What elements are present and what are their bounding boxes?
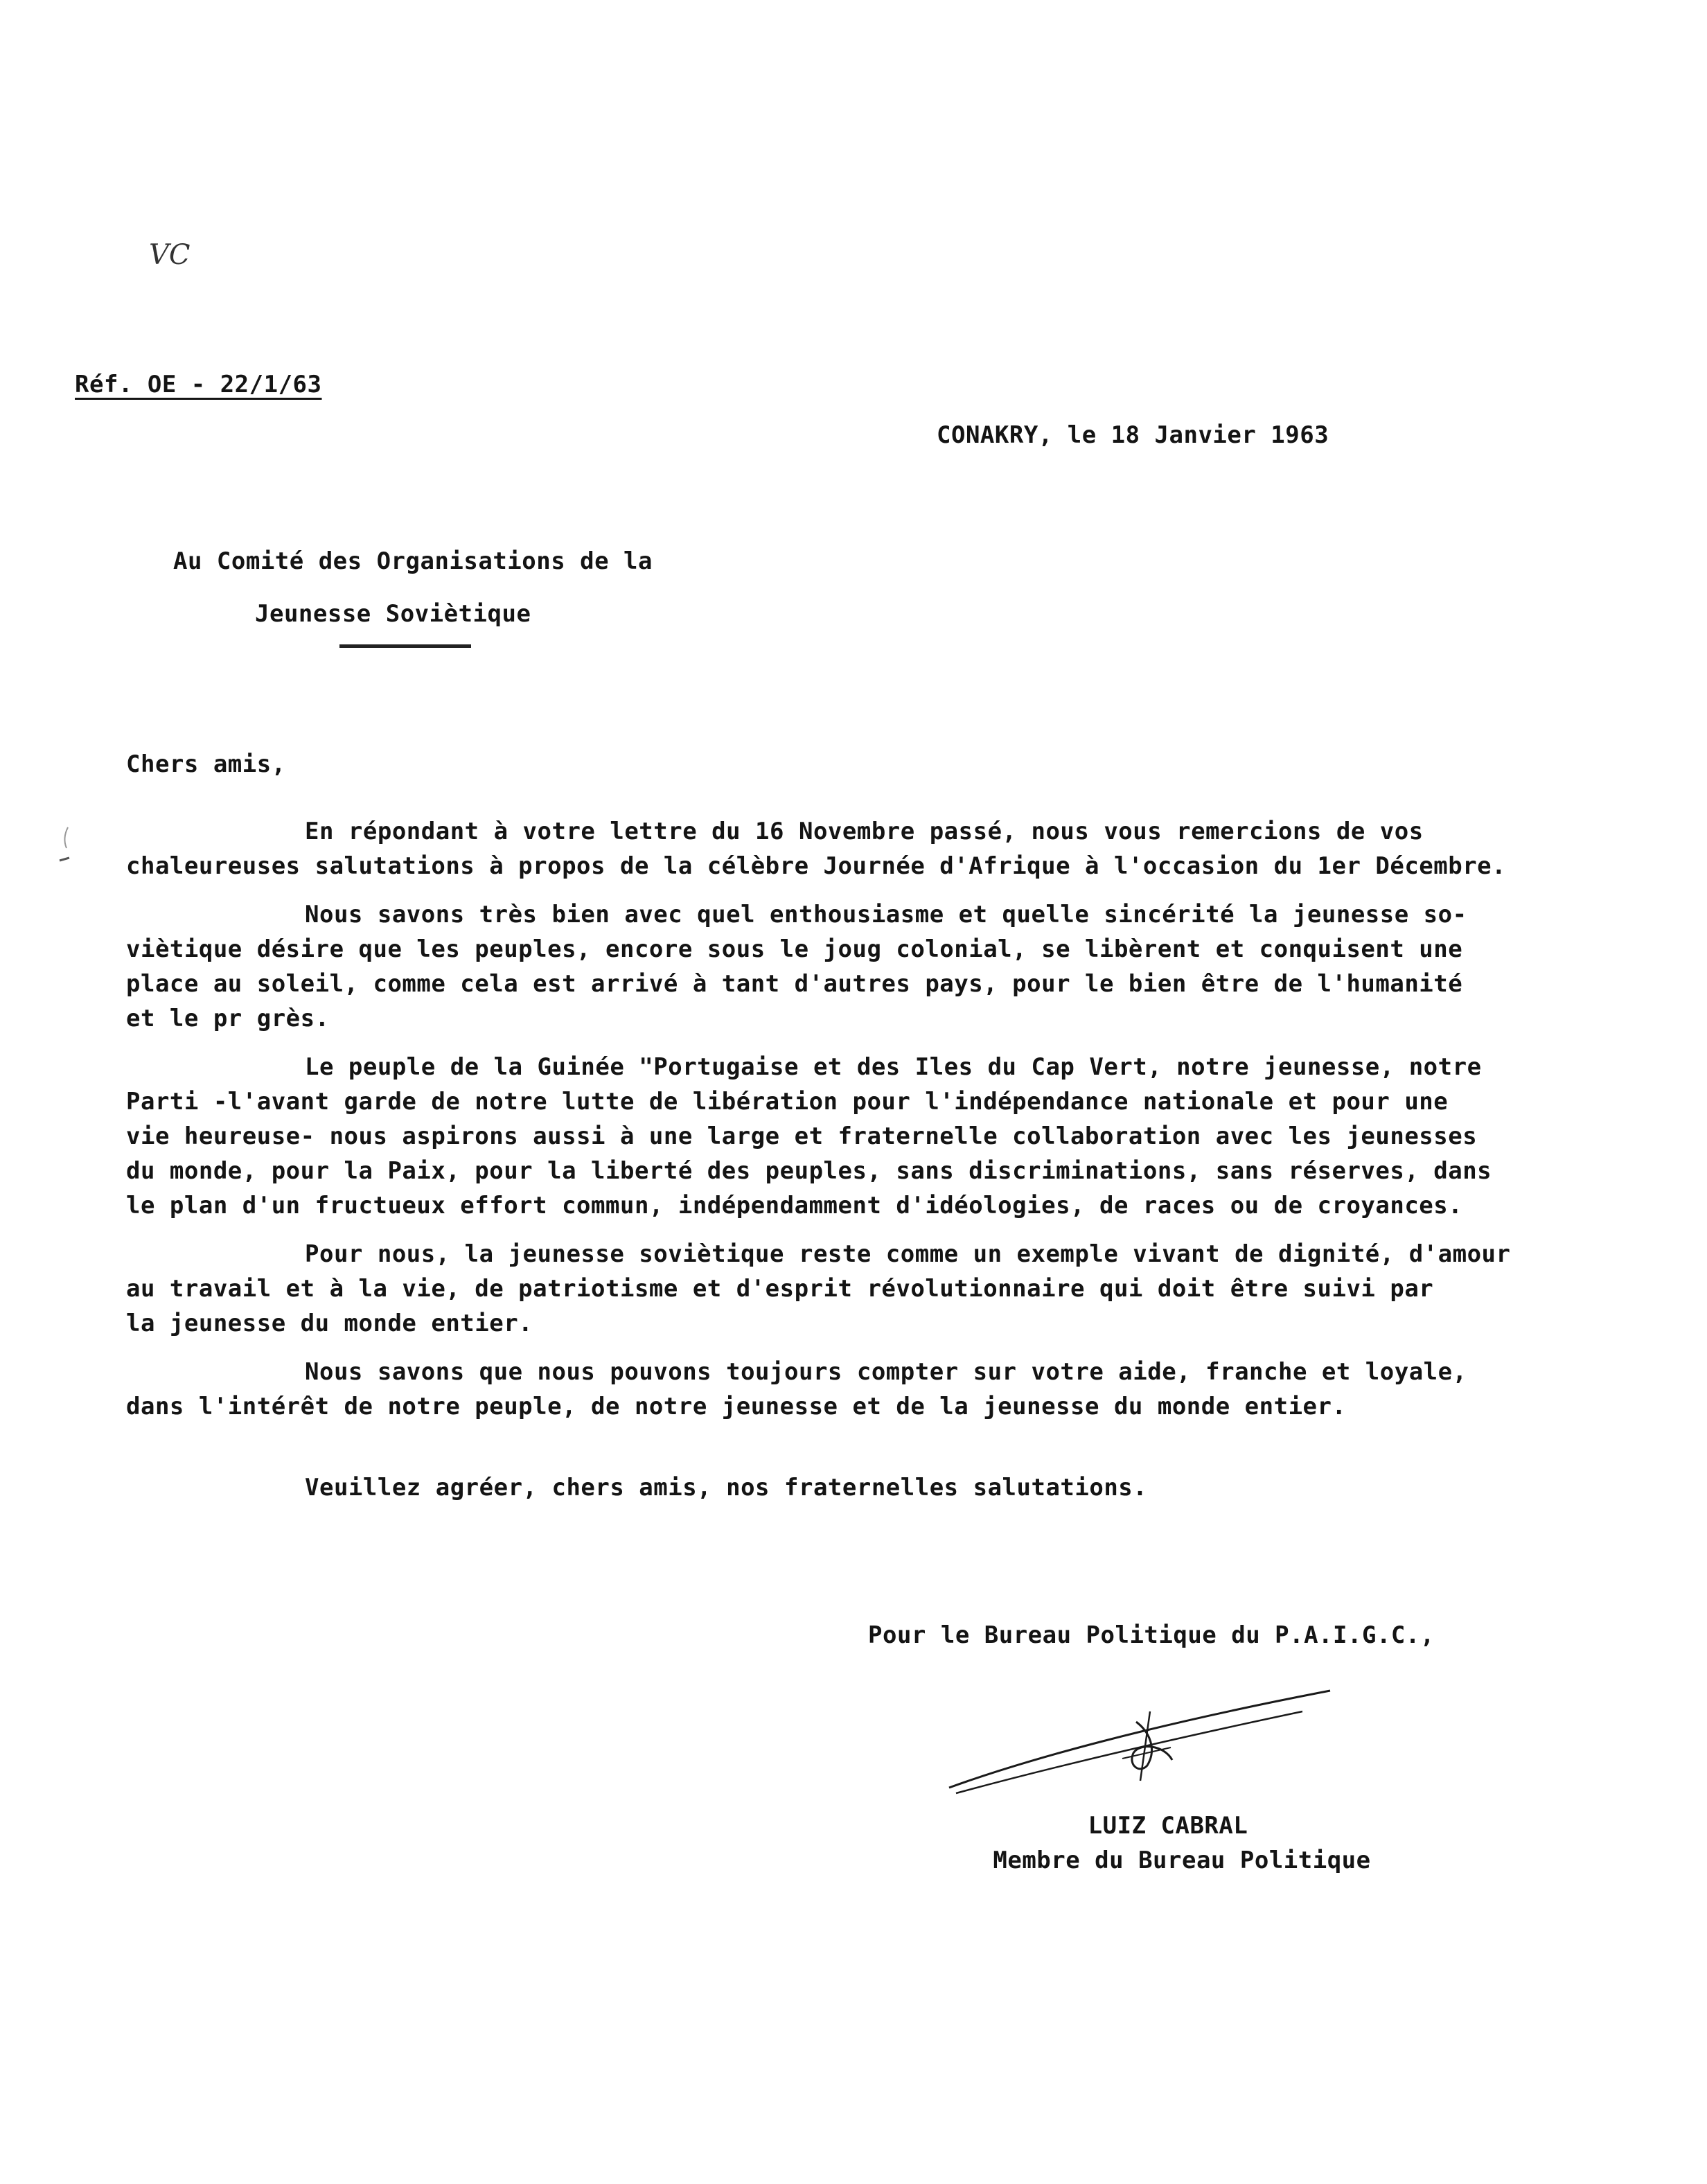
punch-hole-mark: [58, 825, 72, 866]
signer-title: Membre du Bureau Politique: [993, 1847, 1371, 1874]
paragraph-line: Nous savons très bien avec quel enthousiasme et quelle sincérité la jeunesse so-: [305, 901, 1467, 928]
recipient-line-1: Au Comité des Organisations de la: [173, 547, 653, 575]
paragraph-5: [126, 1355, 1678, 1424]
paragraph-line: dans l'intérêt de notre peuple, de notre jeunesse et de la jeunesse du monde entier.: [126, 1393, 1347, 1420]
signer-name: LUIZ CABRAL: [1088, 1812, 1248, 1840]
reference-number: Réf. OE - 22/1/63: [75, 371, 322, 398]
paragraph-line: et le pr grès.: [126, 1005, 330, 1032]
paragraph-4: [126, 1237, 1678, 1341]
salutation: Chers amis,: [126, 750, 286, 778]
paragraph-line: Parti -l'avant garde de notre lutte de libération pour l'indépendance nationale et pour une: [126, 1088, 1449, 1116]
recipient-block: [173, 544, 653, 631]
paragraph-line: chaleureuses salutations à propos de la célèbre Journée d'Afrique à l'occasion du 1er Décembre.: [126, 852, 1507, 880]
handwritten-note: VC: [149, 239, 191, 271]
paragraph-line: Nous savons que nous pouvons toujours compter sur votre aide, franche et loyale,: [305, 1358, 1467, 1386]
paragraph-line: au travail et à la vie, de patriotisme et d'esprit révolutionnaire qui doit être suivi par: [126, 1275, 1434, 1303]
paragraph-line: vie heureuse- nous aspirons aussi à une large et fraternelle collaboration avec les jeunesses: [126, 1122, 1478, 1150]
paragraph-line: Le peuple de la Guinée "Portugaise et des Iles du Cap Vert, notre jeunesse, notre: [305, 1053, 1482, 1081]
recipient-underline: [339, 644, 471, 648]
paragraph-line: du monde, pour la Paix, pour la liberté des peuples, sans discriminations, sans réserves, dans: [126, 1157, 1492, 1185]
paragraph-1: [126, 814, 1678, 883]
signer-block: [960, 1808, 1404, 1878]
paragraph-line: place au soleil, comme cela est arrivé à tant d'autres pays, pour le bien être de l'humanité: [126, 970, 1463, 998]
paragraph-line: le plan d'un fructueux effort commun, indépendamment d'idéologies, de races ou de croyances.: [126, 1192, 1463, 1219]
paragraph-line: viètique désire que les peuples, encore sous le joug colonial, se libèrent et conquisent une: [126, 935, 1463, 963]
handwritten-signature: [942, 1684, 1344, 1802]
date-line: CONAKRY, le 18 Janvier 1963: [937, 421, 1329, 449]
signoff-line: Pour le Bureau Politique du P.A.I.G.C.,: [868, 1621, 1435, 1649]
paragraph-3: [126, 1050, 1678, 1223]
paragraph-line: En répondant à votre lettre du 16 Novembre passé, nous vous remercions de vos: [305, 818, 1424, 845]
closing-line: Veuillez agréer, chers amis, nos fraternelles salutations.: [305, 1474, 1148, 1502]
recipient-line-2: Jeunesse Soviètique: [255, 600, 531, 628]
paragraph-2: [126, 897, 1678, 1036]
letter-body: [126, 814, 1678, 1438]
paragraph-line: Pour nous, la jeunesse soviètique reste comme un exemple vivant de dignité, d'amour: [305, 1240, 1511, 1268]
paragraph-line: la jeunesse du monde entier.: [126, 1310, 533, 1337]
